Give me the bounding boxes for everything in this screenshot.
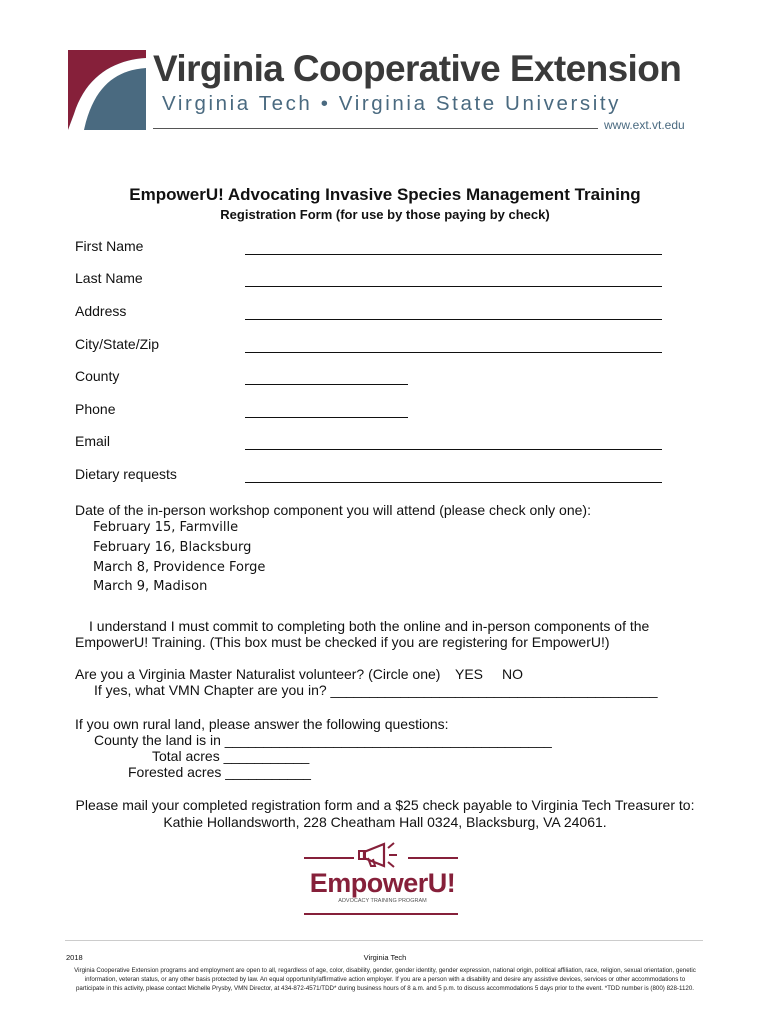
dietary-label: Dietary requests [75,466,177,482]
address-line[interactable] [245,319,662,320]
workshop-option[interactable]: March 9, Madison [93,579,208,594]
badge-name: EmpowerU! [309,868,456,898]
vce-logo-mark [68,50,146,130]
land-county-prompt[interactable]: County the land is in __________________________________________ [94,732,552,748]
mail-address: Kathie Hollandsworth, 228 Cheatham Hall 0324, Blacksburg, VA 24061. [163,814,607,830]
badge-rule-left [304,857,354,859]
org-subtitle: Virginia Tech • Virginia State University [162,92,622,115]
footer-center: Virginia Tech [363,953,407,962]
dietary-line[interactable] [245,482,662,483]
header-rule [153,128,598,129]
badge-tagline: ADVOCACY TRAINING PROGRAM [338,898,427,904]
vmn-chapter-prompt[interactable]: If yes, what VMN Chapter are you in? __________________________________________ [94,682,658,698]
vmn-question: Are you a Virginia Master Naturalist volunteer? (Circle one) [75,666,441,682]
workshop-option[interactable]: March 8, Providence Forge [93,560,266,575]
workshop-option[interactable]: February 15, Farmville [93,520,239,535]
total-acres-prompt[interactable]: Total acres ___________ [152,748,310,764]
workshop-prompt: Date of the in-person workshop component you will attend (please check only one): [75,502,591,518]
org-url[interactable]: www.ext.vt.edu [604,118,685,132]
footer-rule [65,940,703,941]
email-line[interactable] [245,449,662,450]
commit-statement-line2: EmpowerU! Training. (This box must be checked if you are registering for EmpowerU!) [75,634,610,650]
badge-rule-bottom [304,913,458,915]
commit-statement-line1[interactable]: I understand I must commit to completing both the online and in-person components of the [89,618,650,634]
forested-acres-prompt[interactable]: Forested acres ___________ [128,764,311,780]
phone-line[interactable] [245,417,408,418]
first-name-line[interactable] [245,254,662,255]
county-line[interactable] [245,384,408,385]
last-name-label: Last Name [75,270,143,286]
first-name-label: First Name [75,238,144,254]
county-label: County [75,368,120,384]
vmn-yes-option[interactable]: YES [455,666,484,682]
document-subtitle: Registration Form (for use by those paying by check) [220,207,550,222]
empoweru-badge [300,836,465,918]
org-name: Virginia Cooperative Extension [153,48,682,89]
mail-instruction: Please mail your completed registration form and a $25 check payable to Virginia Tech Treasurer to: [75,797,695,813]
land-intro: If you own rural land, please answer the following questions: [75,716,449,732]
last-name-line[interactable] [245,286,662,287]
workshop-option[interactable]: February 16, Blacksburg [93,540,252,555]
phone-label: Phone [75,401,116,417]
badge-rule-right [408,857,458,859]
address-label: Address [75,303,127,319]
megaphone-icon [358,840,404,870]
city-state-zip-line[interactable] [245,352,662,353]
vmn-no-option[interactable]: NO [502,666,523,682]
footer-notice: Virginia Cooperative Extension programs and employment are open to all, regardless of age, color, disability, gender, gender identity, gender expression, national origin, political affiliation, race, religion, sexual orientation, genetic information, veteran status, or any other basis protected by law. An equal opportunity/affirmative action employer. If you are a person with a disability and desire any assistive devices, services or other accommodations to participate in this activity, please contact Michelle Prysby, VMN Director, at 434-872-4571/TDD* during business hours of 8 a.m. and 5 p.m. to discuss accommodations 5 days prior to the event. *TDD number is (800) 828-1120. [74,967,696,992]
footer-year: 2018 [66,953,83,962]
document-title: EmpowerU! Advocating Invasive Species Management Training [129,185,641,204]
city-state-zip-label: City/State/Zip [75,336,160,352]
email-label: Email [75,433,111,449]
